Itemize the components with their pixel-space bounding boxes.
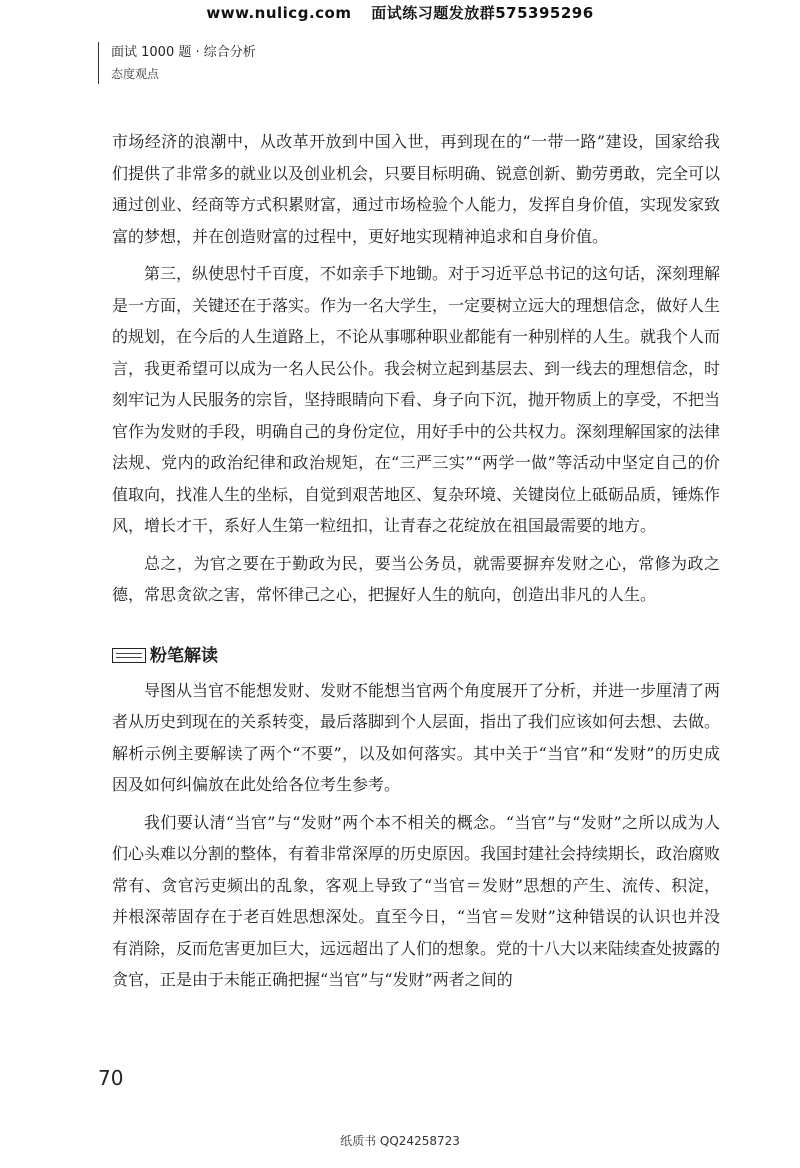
chapter-subtitle: 态度观点 xyxy=(111,67,160,81)
banner-group: 面试练习题发放群575395296 xyxy=(371,4,594,22)
section-heading xyxy=(112,641,720,671)
section-title: 粉笔解读 xyxy=(150,645,218,666)
paragraph-conclusion: 总之，为官之要在于勤政为民，要当公务员，就需要摒弃发财之心，常修为政之德，常思贪欲之害，常怀律己之心，把握好人生的航向，创造出非凡的人生。 xyxy=(112,553,720,604)
page-body xyxy=(112,126,720,996)
section-marker-icon xyxy=(112,648,146,663)
banner-url[interactable]: www.nulicg.com xyxy=(206,4,352,22)
footer-note: 纸质书 QQ24258723 xyxy=(340,1134,460,1148)
page-number: 70 xyxy=(98,1066,124,1090)
book-title: 面试 1000 题 · 综合分析 xyxy=(111,45,256,60)
paragraph-interpretation-1: 导图从当官不能想发财、发财不能想当官两个角度展开了分析，并进一步厘清了两者从历史到现在的关系转变，最后落脚到个人层面，指出了我们应该如何去想、去做。解析示例主要解读了两个“不要”，以及如何落实。其中关于“当官”和“发财”的历史成因及如何纠偏放在此处给各位考生参考。 xyxy=(112,680,721,794)
paragraph-continuation: 市场经济的浪潮中，从改革开放到中国入世，再到现在的“一带一路”建设，国家给我们提供了非常多的就业以及创业机会，只要目标明确、锐意创新、勤劳勇敢，完全可以通过创业、经商等方式积累财富，通过市场检验个人能力，发挥自身价值，实现发家致富的梦想，并在创造财富的过程中，更好地实现精神追求和自身价值。 xyxy=(112,132,721,246)
paragraph-interpretation-2: 我们要认清“当官”与“发财”两个本不相关的概念。“当官”与“发财”之所以成为人们心头难以分割的整体，有着非常深厚的历史原因。我国封建社会持续期长，政治腐败常有、贪官污吏频出的乱象，客观上导致了“当官＝发财”思想的产生、流传、积淀，并根深蒂固存在于老百姓思想深处。直至今日，“当官＝发财”这种错误的认识也并没有消除，反而危害更加巨大，远远超出了人们的想象。党的十八大以来陆续查处披露的贪官，正是由于未能正确把握“当官”与“发财”两者之间的 xyxy=(112,812,721,989)
paragraph-third-point: 第三，纵使思忖千百度，不如亲手下地锄。对于习近平总书记的这句话，深刻理解是一方面，关键还在于落实。作为一名大学生，一定要树立远大的理想信念，做好人生的规划，在今后的人生道路上，不论从事哪种职业都能有一种别样的人生。就我个人而言，我更希望可以成为一名人民公仆。我会树立起到基层去、到一线去的理想信念，时刻牢记为人民服务的宗旨，坚持眼睛向下看、身子向下沉，抛开物质上的享受，不把当官作为发财的手段，明确自己的身份定位，用好手中的公共权力。深刻理解国家的法律法规、党内的政治纪律和政治规矩，在“三严三实”“两学一做”等活动中坚定自己的价值取向，找准人生的坐标，自觉到艰苦地区、复杂环境、关键岗位上砥砺品质，锤炼作风，增长才干，系好人生第一粒纽扣，让青春之花绽放在祖国最需要的地方。 xyxy=(112,264,721,535)
top-banner xyxy=(0,2,800,23)
running-head xyxy=(98,42,256,84)
